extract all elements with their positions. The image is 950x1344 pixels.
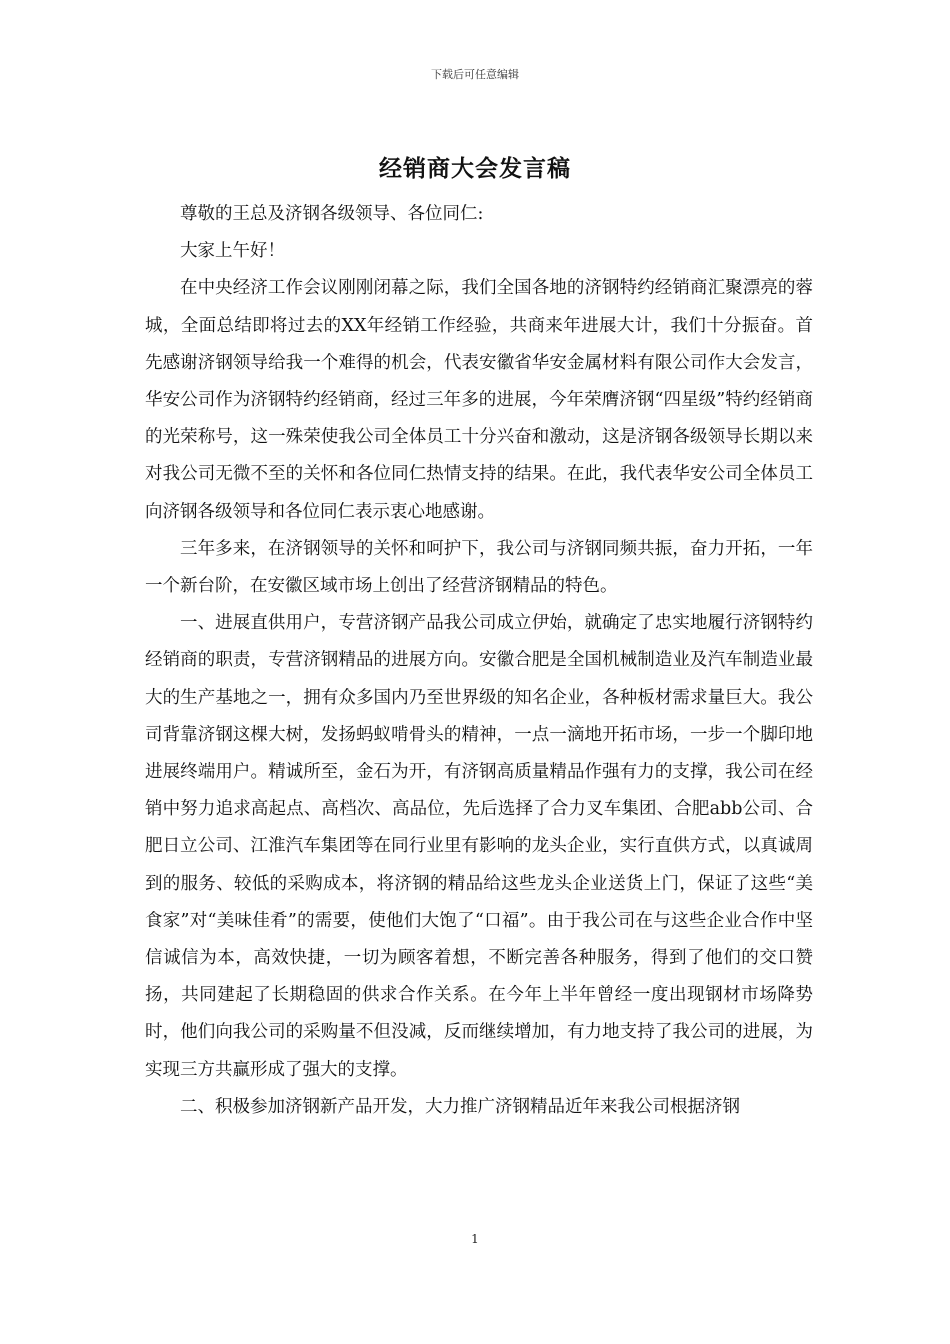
body-paragraph: 一、进展直供用户，专营济钢产品我公司成立伊始，就确定了忠实地履行济钢特约经销商的职责，专营济钢精品的进展方向。安徽合肥是全国机械制造业及汽车制造业最大的生产基地之一，拥有众多国内乃至世界级的知名企业，各种板材需求量巨大。我公司背靠济钢这棵大树，发扬蚂蚁啃骨头的精神，一点一滴地开拓市场，一步一个脚印地进展终端用户。精诚所至，金石为开，有济钢高质量精品作强有力的支撑，我公司在经销中努力追求高起点、高档次、高品位，先后选择了合力叉车集团、合肥abb公司、合肥日立公司、江淮汽车集团等在同行业里有影响的龙头企业，实行直供方式，以真诚周到的服务、较低的采购成本，将济钢的精品给这些龙头企业送货上门，保证了这些“美食家”对“美味佳肴”的需要，使他们大饱了“口福”。由于我公司在与这些企业合作中坚信诚信为本，高效快捷，一切为顾客着想，不断完善各种服务，得到了他们的交口赞扬，共同建起了长期稳固的供求合作关系。在今年上半年曾经一度出现钢材市场降势时，他们向我公司的采购量不但没减，反而继续增加，有力地支持了我公司的进展，为实现三方共赢形成了强大的支撑。 <box>145 613 813 1080</box>
salutation: 尊敬的王总及济钢各级领导、各位同仁: <box>180 204 484 224</box>
header-note: 下载后可任意编辑 <box>431 68 519 81</box>
body-paragraph: 三年多来，在济钢领导的关怀和呵护下，我公司与济钢同频共振，奋力开拓，一年一个新台阶，在安徽区域市场上创出了经营济钢精品的特色。 <box>145 538 813 597</box>
body-paragraph: 在中央经济工作会议刚刚闭幕之际，我们全国各地的济钢特约经销商汇聚漂亮的蓉城，全面总结即将过去的XX年经销工作经验，共商来年进展大计，我们十分振奋。首先感谢济钢领导给我一个难得的机会，代表安徽省华安金属材料有限公司作大会发言，华安公司作为济钢特约经销商，经过三年多的进展，今年荣膺济钢“四星级”特约经销商的光荣称号，这一殊荣使我公司全体员工十分兴奋和激动，这是济钢各级领导长期以来对我公司无微不至的关怀和各位同仁热情支持的结果。在此，我代表华安公司全体员工向济钢各级领导和各位同仁表示衷心地感谢。 <box>145 278 813 522</box>
greeting: 大家上午好！ <box>180 241 285 262</box>
page-number: 1 <box>471 1232 479 1246</box>
body-paragraph: 二、积极参加济钢新产品开发，大力推广济钢精品近年来我公司根据济钢 <box>180 1096 740 1117</box>
document-title: 经销商大会发言稿 <box>379 155 571 182</box>
document-body <box>145 196 813 1126</box>
